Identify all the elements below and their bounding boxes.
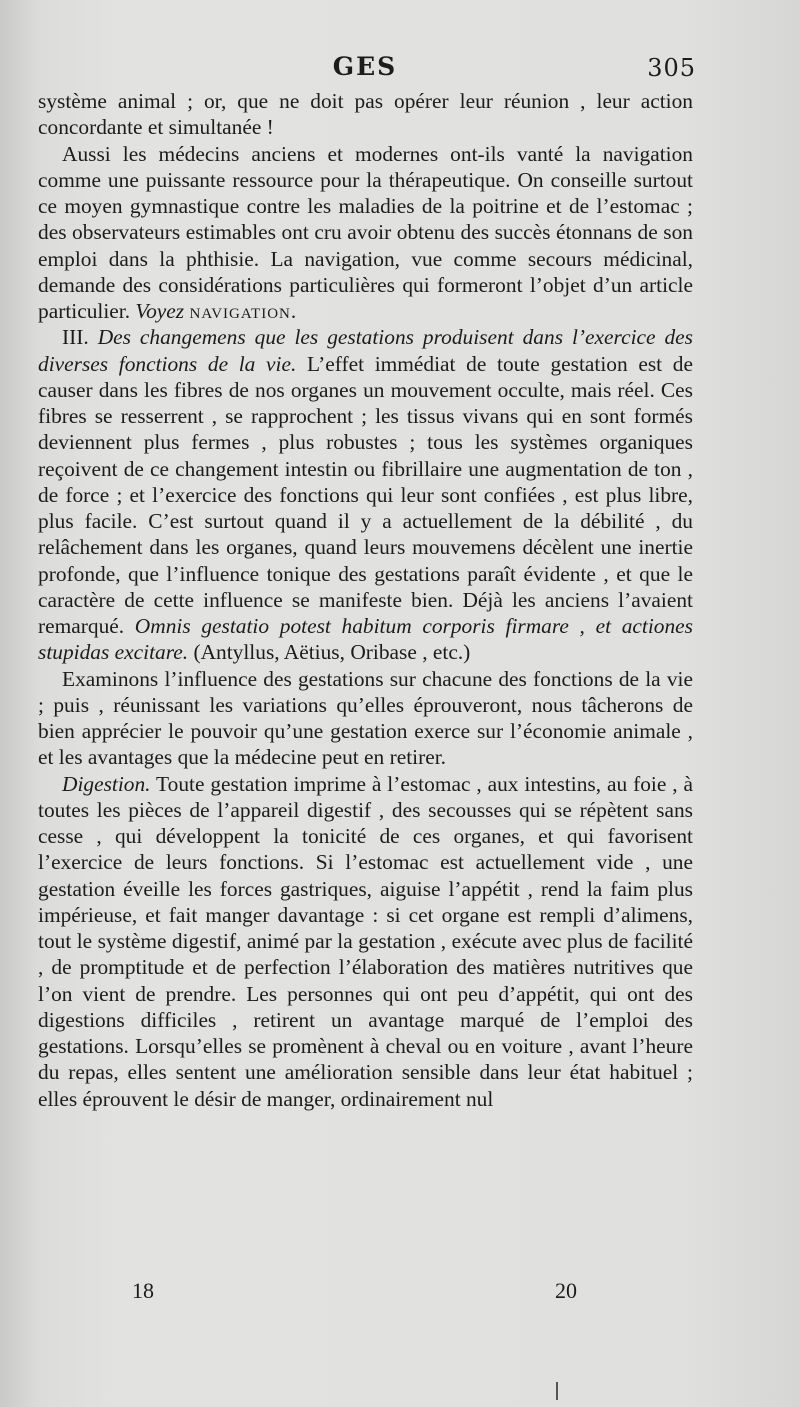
paragraph [38,88,693,141]
paragraph [38,666,693,771]
italic-run: Omnis gestatio potest habitum corporis firmare , et actiones stupidas excitare. [38,614,693,665]
page-header [0,52,800,84]
italic-run: Voyez [135,299,185,323]
page-number: 305 [647,54,696,82]
text-run: . [290,299,297,323]
signature-mark: 18 [132,1278,154,1303]
paragraph [38,141,693,325]
text-run: III. [62,325,98,350]
sheet-mark: 20 [555,1278,577,1303]
paragraph [38,324,693,665]
running-head: GES [332,52,398,81]
body-text [38,88,693,1112]
text-run: Aussi les médecins anciens et modernes ont-ils vanté la navigation comme une puissante ressource pour la thérapeutique. On conseille surtout ce moyen gymnastique contre les maladies de la poitrine et de l’estomac ; des observateurs estimables ont cru avoir obtenu des succès étonnans de son emploi dans la phthisie. La navigation, vue comme secours médicinal, demande des considérations particulières qui formeront l’objet d’un article particulier. [38,141,693,323]
page-footer [0,1278,800,1308]
italic-run: Des changemens que les gestations produisent dans l’exercice des diverses fonctions de la vie. [38,325,693,376]
text-run: système animal ; or, que ne doit pas opérer leur réunion , leur action concordante et simultanée ! [38,89,693,140]
paragraph [38,771,693,1112]
text-run: Toute gestation imprime à l’estomac , aux intestins, au foie , à toutes les pièces de l’appareil digestif , des secousses qui se répètent sans cesse , qui développent la tonicité de ces organes, et qui favorisent l’exercice de leurs fonctions. Si l’estomac est actuellement vide , une gestation éveille les forces gastriques, aiguise l’appétit , rend la faim plus impérieuse, et fait manger davantage : si cet organe est rempli d’alimens, tout le système digestif, animé par la gestation , exécute avec plus de facilité , de promptitude et de perfection l’élaboration des matières nutritives que l’on vient de prendre. Les personnes qui ont peu d’appétit, qui ont des digestions difficiles , retirent un avantage marqué de l’emploi des gestations. Lorsqu’elles se promènent à cheval ou en voiture , avant l’heure du repas, elles sentent une amélioration sensible dans leur état habituel ; elles éprouvent le désir de manger, ordinairement nul [38,771,693,1111]
text-run: L’effet immédiat de toute gestation est de causer dans les fibres de nos organes un mouvement occulte, mais réel. Ces fibres se resserrent , se rapprochent ; les tissus vivans qui en sont formés deviennent plus fermes , plus robustes ; tous les systèmes organiques reçoivent de ce changement intestin ou fibrillaire une augmentation de ton , de force ; et l’exercice des fonctions qui leur sont confiées , est plus libre, plus facile. C’est surtout quand il y a actuellement de la débilité , du relâchement dans les organes, quand leurs mouvemens décèlent une inertie profonde, que l’influence tonique des gestations paraît évidente , et que le caractère de cette influence se manifeste bien. Déjà les anciens l’avaient remarqué. [38,351,693,638]
text-run: Examinons l’influence des gestations sur chacune des fonctions de la vie ; puis , réunissant les variations qu’elles éprouveront, nous tâcherons de bien apprécier le pouvoir qu’une gestation exerce sur l’économie animale , et les avantages que la médecine peut en retirer. [38,666,693,770]
italic-run: Digestion. [62,771,151,796]
text-run: (Antyllus, Aëtius, Oribase , etc.) [188,640,471,665]
smallcaps-run: navigation [189,299,291,323]
binding-tick-mark [556,1382,558,1400]
